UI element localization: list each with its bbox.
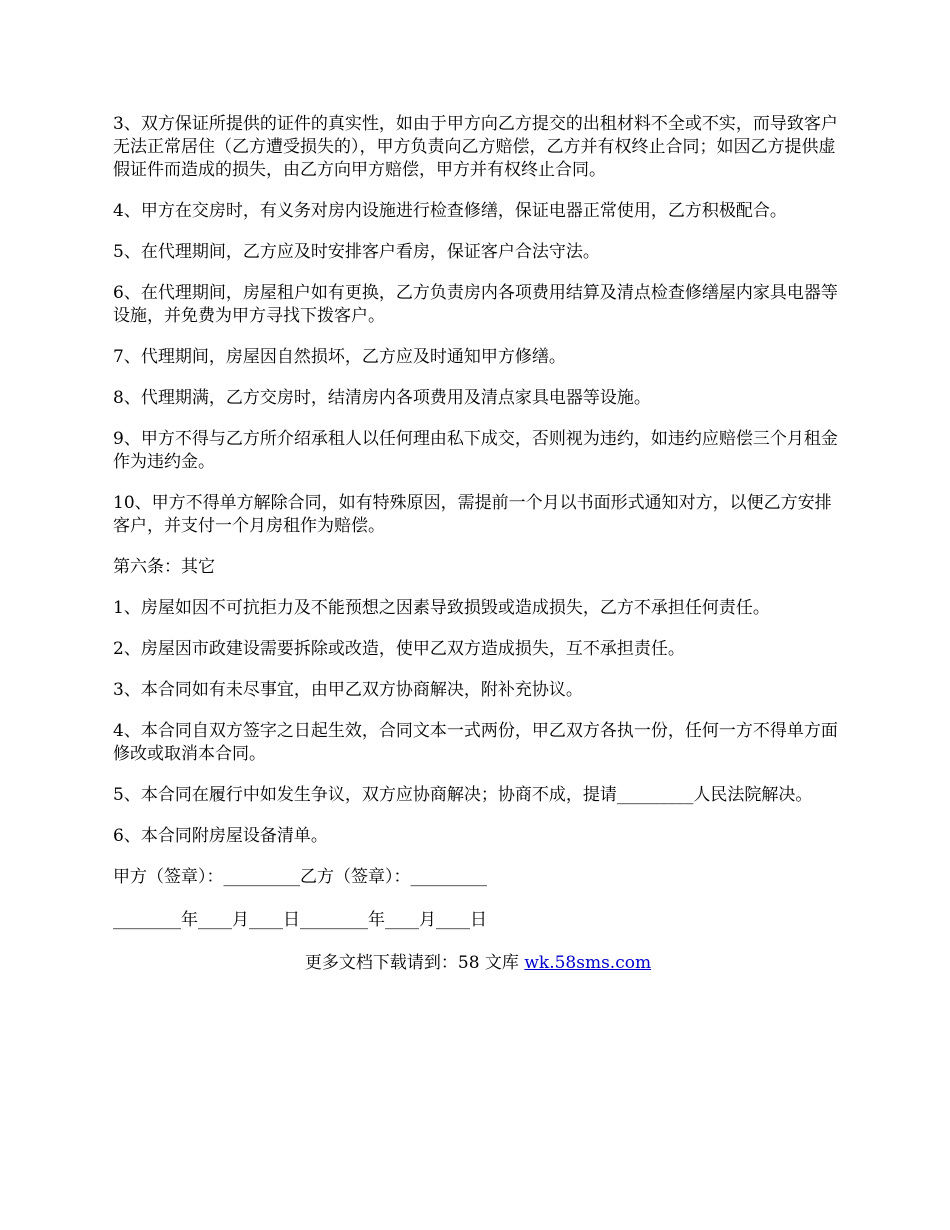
- footer-text: 更多文档下载请到：58 文库: [304, 953, 525, 973]
- other-clause-1-force-majeure: 1、房屋如因不可抗拒力及不能预想之因素导致损毁或造成损失，乙方不承担任何责任。: [113, 598, 770, 618]
- other-clause-4-effectiveness: 4、本合同自双方签字之日起生效，合同文本一式两份，甲乙双方各执一份，任何一方不得单方面修改或取消本合同。: [113, 721, 838, 764]
- clause-10-termination: 10、甲方不得单方解除合同，如有特殊原因，需提前一个月以书面形式通知对方，以便乙方安排客户，并支付一个月房租作为赔偿。: [113, 493, 832, 536]
- footer-link[interactable]: wk.58sms.com: [524, 953, 652, 973]
- clause-6-tenant-change: 6、在代理期间，房屋租户如有更换，乙方负责房内各项费用结算及清点检查修缮屋内家具电器等设施，并免费为甲方寻找下拨客户。: [113, 283, 838, 326]
- clause-3-authenticity: 3、双方保证所提供的证件的真实性，如由于甲方向乙方提交的出租材料不全或不实，而导致客户无法正常居住（乙方遭受损失的），甲方负责向乙方赔偿，乙方并有权终止合同；如因乙方提供虚假证件而造成的损失，由乙方向甲方赔偿，甲方并有权终止合同。: [113, 114, 838, 180]
- other-clause-5-dispute: 5、本合同在履行中如发生争议，双方应协商解决；协商不成，提请_________人民法院解决。: [113, 785, 813, 805]
- clause-5-arrange-viewing: 5、在代理期间，乙方应及时安排客户看房，保证客户合法守法。: [113, 242, 600, 262]
- download-footer: [113, 952, 843, 975]
- signature-line: 甲方（签章）：_________乙方（签章）：_________: [113, 867, 487, 887]
- document-body: [113, 113, 843, 975]
- other-clause-2-demolition: 2、房屋因市政建设需要拆除或改造，使甲乙双方造成损失，互不承担责任。: [113, 639, 685, 659]
- other-clause-3-supplement: 3、本合同如有未尽事宜，由甲乙双方协商解决，附补充协议。: [113, 680, 583, 700]
- section-heading-article-6: 第六条：其它: [113, 557, 215, 577]
- clause-9-private-deal: 9、甲方不得与乙方所介绍承租人以任何理由私下成交，否则视为违约，如违约应赔偿三个月租金作为违约金。: [113, 429, 838, 472]
- clause-8-expiry-settlement: 8、代理期满，乙方交房时，结清房内各项费用及清点家具电器等设施。: [113, 388, 651, 408]
- date-line: ________年____月____日________年____月____日: [113, 910, 487, 930]
- clause-4-handover-repair: 4、甲方在交房时，有义务对房内设施进行检查修缮，保证电器正常使用，乙方积极配合。: [113, 201, 787, 221]
- clause-7-natural-damage: 7、代理期间，房屋因自然损坏，乙方应及时通知甲方修缮。: [113, 347, 566, 367]
- other-clause-6-equipment-list: 6、本合同附房屋设备清单。: [113, 826, 328, 846]
